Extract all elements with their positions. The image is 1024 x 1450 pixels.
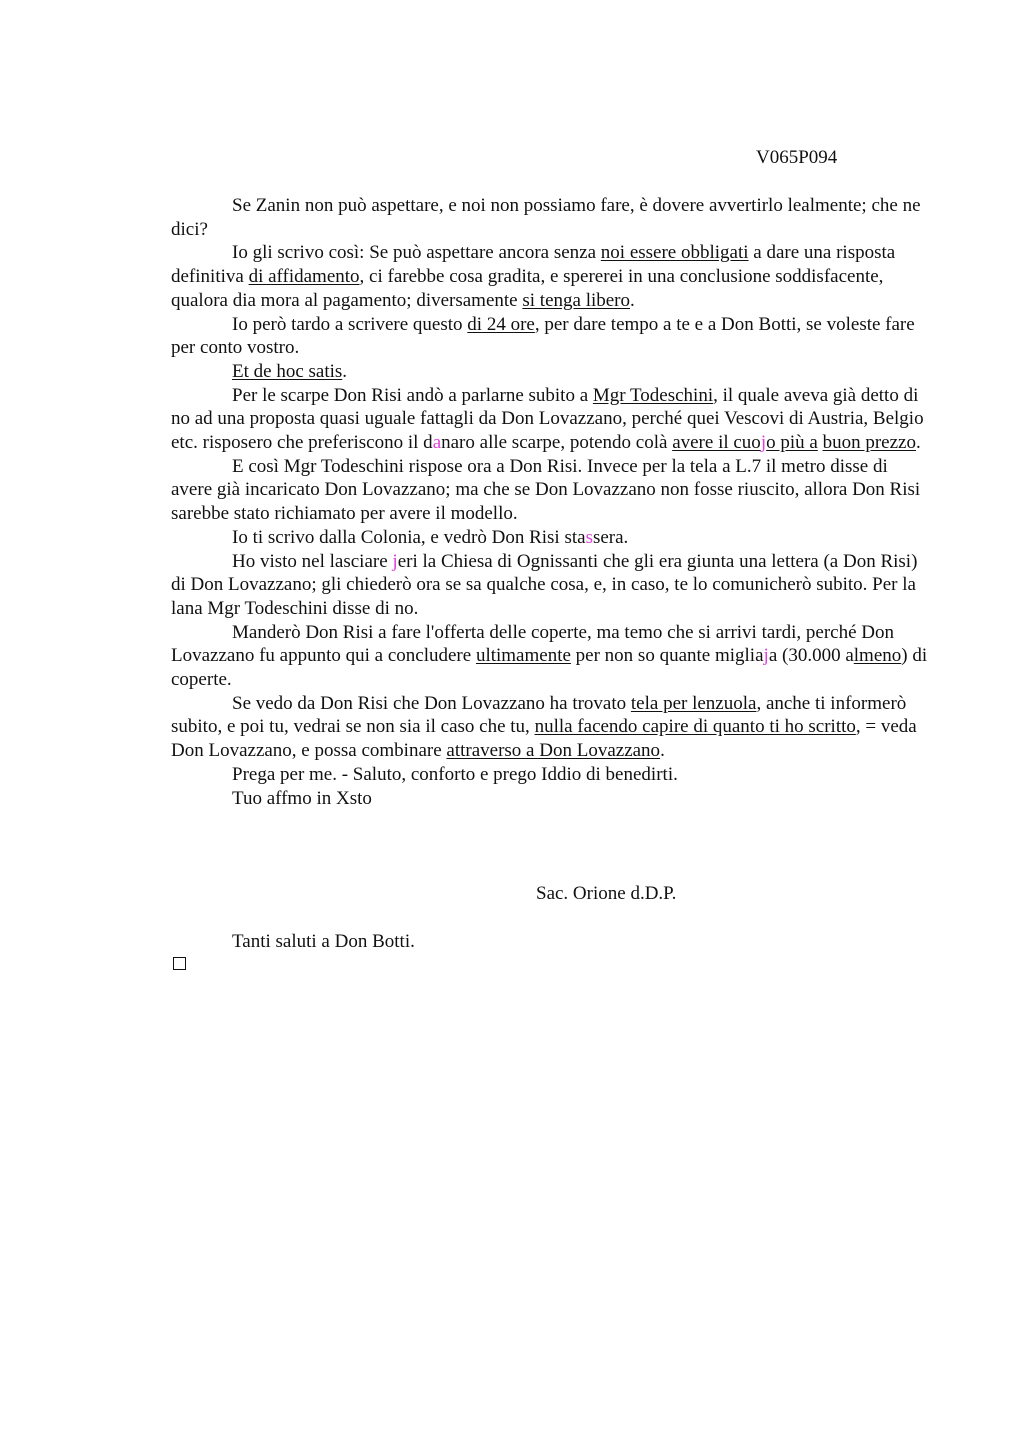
text: . [630, 289, 635, 311]
text: Io ti scrivo dalla Colonia, e vedrò Don Risi sta [232, 526, 586, 548]
paragraph-7 [171, 526, 931, 550]
underlined-text: avere il cuo [672, 432, 761, 454]
text: . [660, 740, 665, 762]
text: . [342, 360, 348, 382]
postscript: Tanti saluti a Don Botti. [232, 931, 415, 952]
paragraph-1 [171, 194, 931, 241]
paragraph-5 [171, 384, 931, 455]
letter-body [171, 194, 931, 810]
text: Prega per me. - Saluto, conforto e prego Iddio di benedirti. [232, 763, 678, 785]
text: , ci farebbe cosa gradita, e spererei in una conclusione soddisfacente, qualora dia mora al pagamento; diversamente [171, 266, 884, 311]
highlighted-letter: s [585, 526, 593, 548]
underlined-text: Mgr Todeschini [592, 384, 714, 406]
text: naro alle scarpe, potendo colà [441, 432, 673, 454]
text: , = veda Don Lovazzano, e possa combinare [171, 716, 917, 762]
text: Io gli scrivo così: Se può aspettare ancora senza [232, 242, 601, 264]
underlined-text: attraverso a Don Lovazzano [446, 740, 661, 762]
text: Per le scarpe Don Risi andò a parlarne subito a [232, 384, 593, 406]
checkbox-square-icon [173, 957, 186, 970]
text: E così Mgr Todeschini rispose ora a Don Risi. Invece per la tela a L.7 il metro disse di avere già incaricato Don Lovazzano; ma che se Don Lovazzano non fosse riuscito, allora Don Risi sarebbe stato richiamato per avere il modello. [171, 455, 921, 525]
paragraph-2 [171, 241, 931, 312]
text: per non so quante miglia [570, 645, 764, 667]
underlined-text: lmeno [853, 645, 902, 667]
text: Io però tardo a scrivere questo [232, 313, 468, 335]
highlighted-letter: j [392, 550, 398, 572]
text: Se vedo da Don Risi che Don Lovazzano ha trovato [232, 692, 631, 714]
text: sera. [592, 526, 629, 548]
text: a dare una risposta definitiva [171, 242, 896, 288]
underlined-text: nulla facendo capire di quanto ti ho scritto [534, 716, 856, 738]
text: , il quale aveva già detto di no ad una proposta quasi uguale fattagli da Don Lovazzano, perché quei Vescovi di Austria, Belgio etc. risposero che preferiscono il d [171, 384, 924, 454]
paragraph-10 [171, 692, 931, 763]
underlined-text: Et de hoc satis [232, 360, 343, 382]
underlined-text: o più a [766, 432, 818, 454]
closing [171, 787, 931, 811]
paragraph-6 [171, 455, 931, 526]
text: ) di coperte. [171, 645, 928, 691]
underlined-text: si tenga libero [522, 289, 631, 311]
highlighted-letter: a [432, 432, 442, 454]
highlighted-letter: j [763, 645, 769, 667]
text: Tuo affmo in Xsto [232, 787, 372, 809]
text: Ho visto nel lasciare [232, 550, 393, 572]
text: , per dare tempo a te e a Don Botti, se voleste fare per conto vostro. [171, 313, 915, 359]
text: . [915, 432, 921, 454]
paragraph-9 [171, 621, 931, 692]
text: Manderò Don Risi a fare l'offerta delle coperte, ma temo che si arrivi tardi, perché Don Lovazzano fu appunto qui a concludere [171, 621, 895, 667]
text: a (30.000 a [768, 645, 854, 667]
text: Se Zanin non può aspettare, e noi non possiamo fare, è dovere avvertirlo lealmente; che ne dici? [171, 195, 921, 240]
underlined-text: buon prezzo [822, 432, 916, 454]
text: eri la Chiesa di Ognissanti che gli era giunta una lettera (a Don Risi) di Don Lovazzano; gli chiederò ora se sa qualche cosa, e, in caso, te lo comunicherò subito. Per la lana Mgr Todeschini disse di no. [171, 550, 918, 619]
paragraph-3 [171, 313, 931, 360]
text: , anche ti informerò subito, e poi tu, vedrai se non sia il caso che tu, [171, 692, 907, 738]
underlined-text: di 24 ore [467, 313, 535, 335]
underlined-text: noi essere obbligati [600, 242, 749, 264]
paragraph-4 [171, 360, 931, 384]
signature: Sac. Orione d.D.P. [536, 883, 677, 904]
underlined-text: ultimamente [475, 645, 571, 667]
paragraph-8 [171, 550, 931, 621]
paragraph-11 [171, 763, 931, 787]
document-id: V065P094 [756, 147, 838, 168]
underlined-text: tela per lenzuola [630, 692, 757, 714]
underlined-text: di affidamento [248, 266, 360, 288]
highlighted-letter: j [760, 432, 767, 454]
